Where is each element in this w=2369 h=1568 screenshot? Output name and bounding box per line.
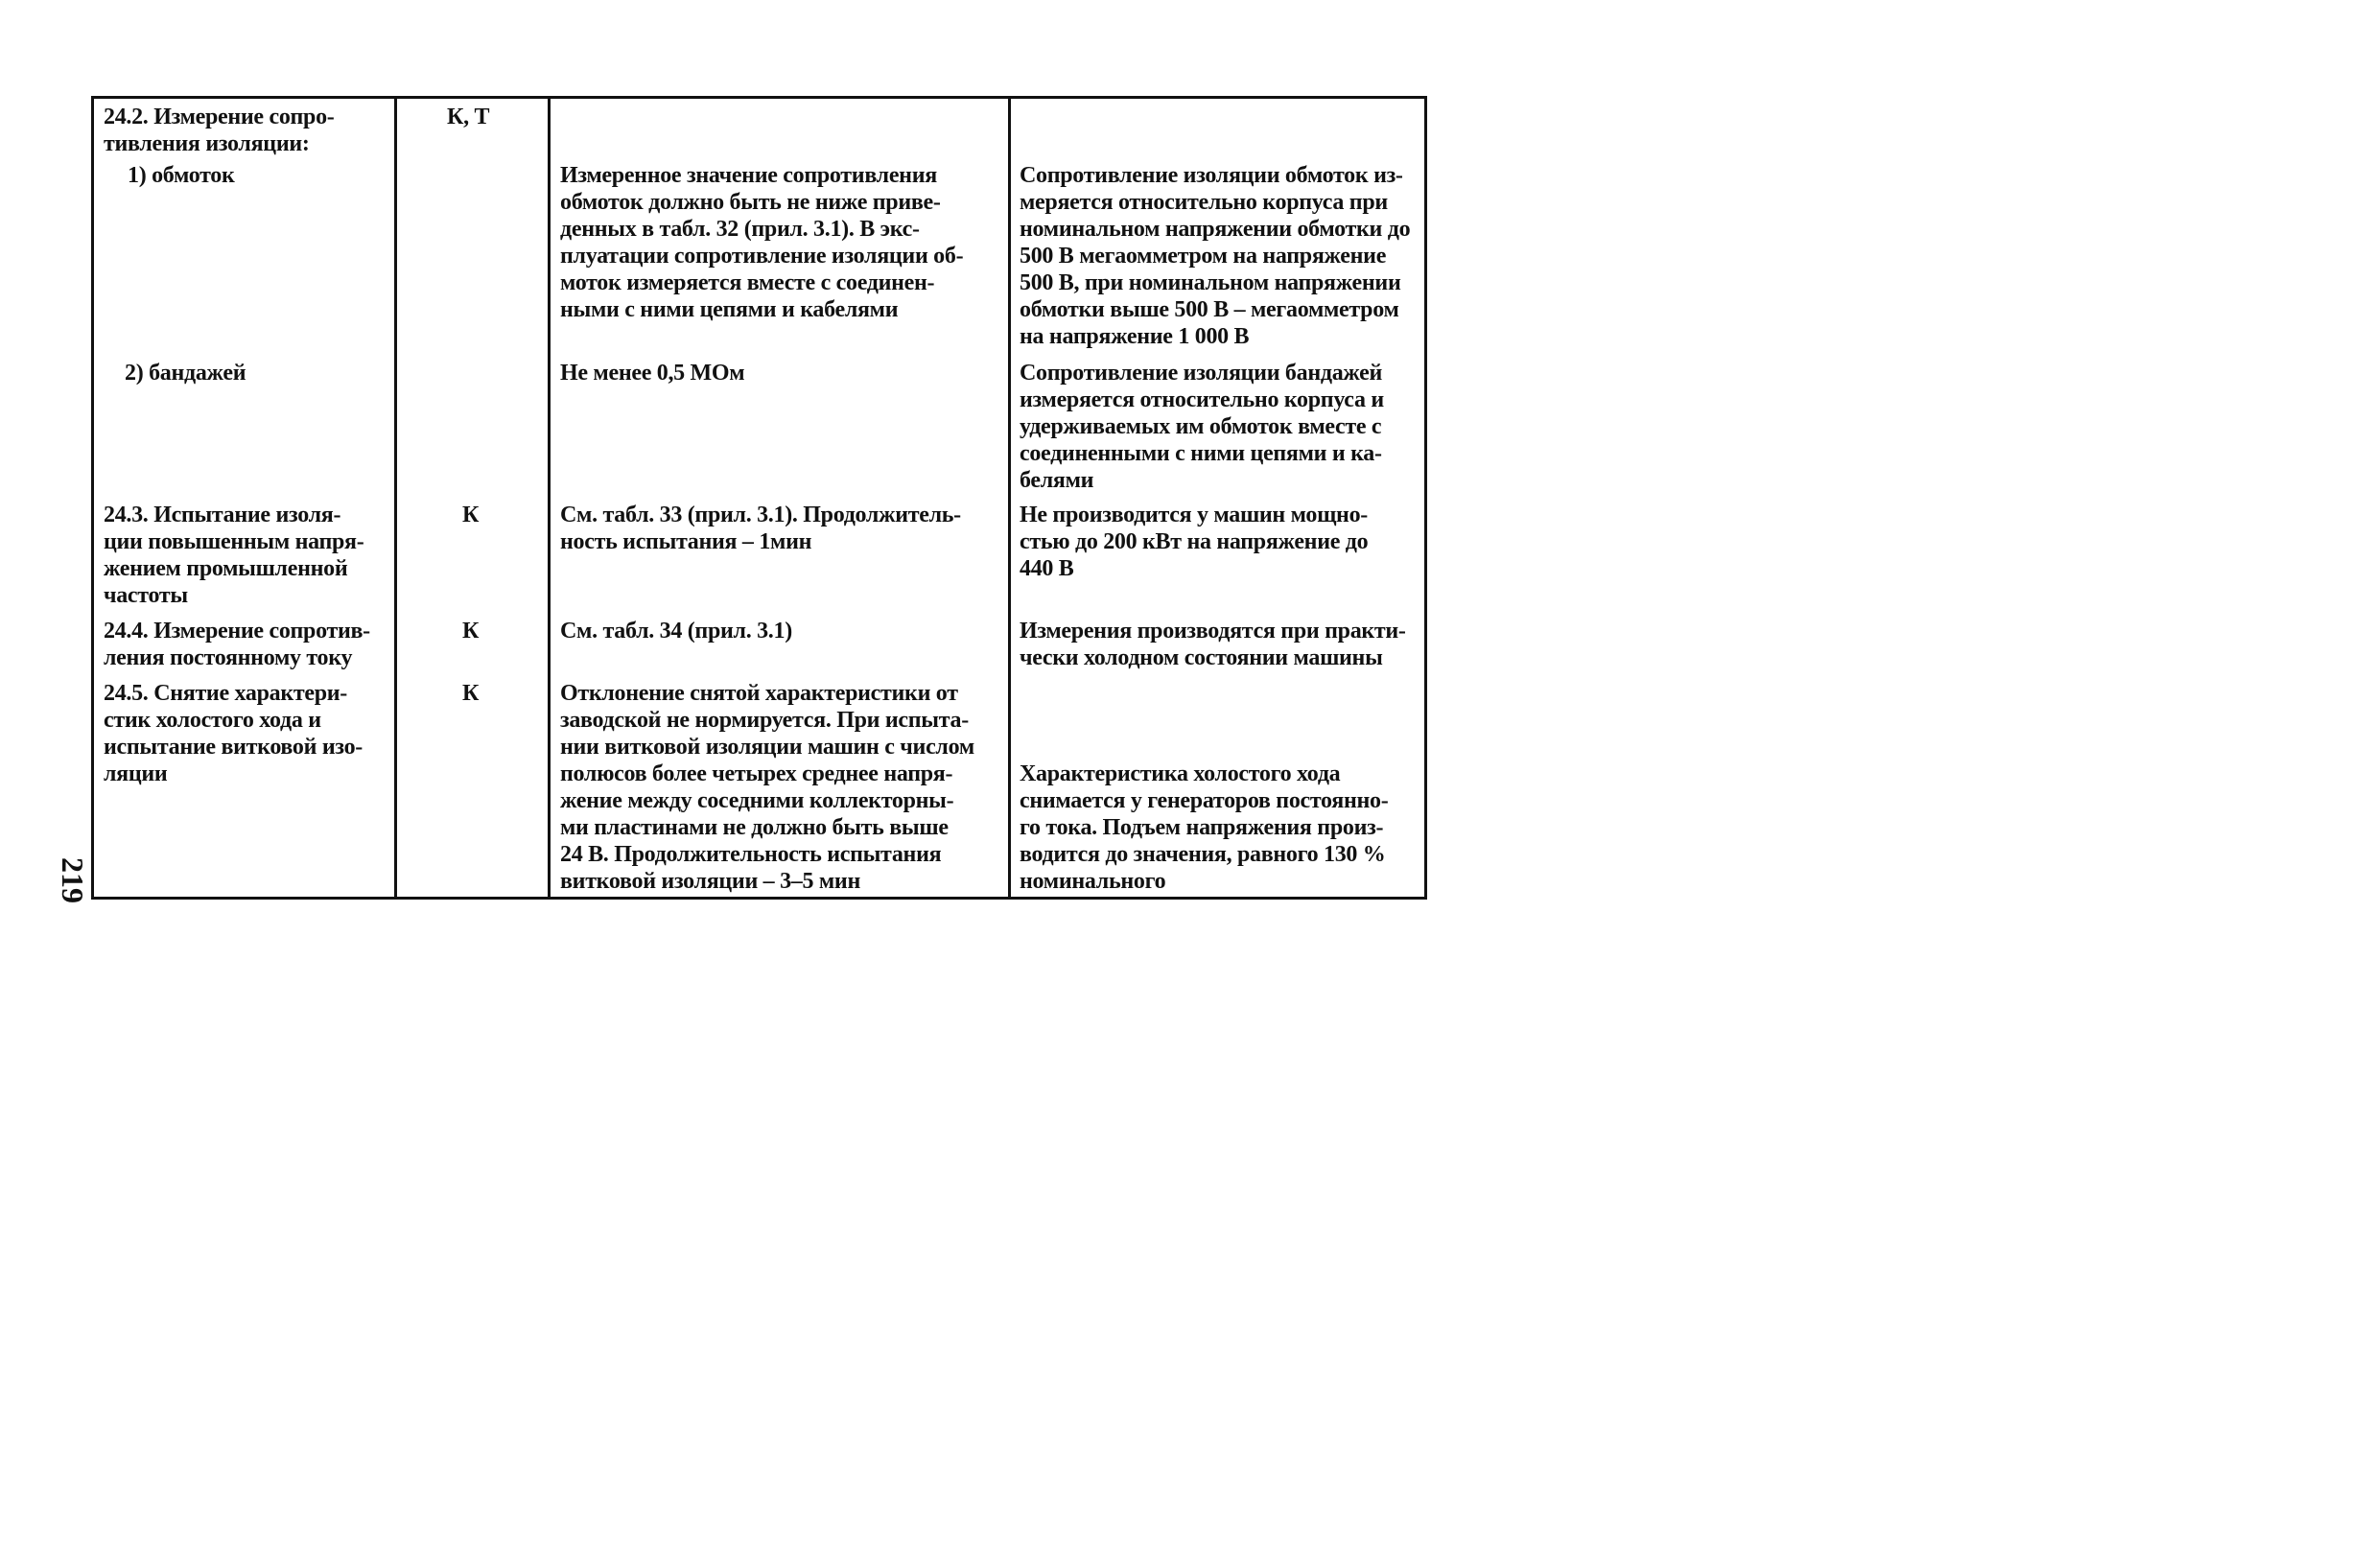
table-cell-category: К bbox=[462, 503, 480, 527]
table-cell-norm: См. табл. 33 (прил. 3.1). Продолжитель- ность испытания – 1мин bbox=[560, 503, 961, 554]
table-cell-category: К bbox=[462, 681, 480, 706]
table-cell-notes: Сопротивление изоляции обмоток из- меряется относительно корпуса при номинальном напряжении обмотки до 500 В мегаомметром на напряжение 500 В, при номинальном напряжении обмотки выше 500 В – мегаомметром на напряжение 1 000 В bbox=[1020, 163, 1411, 349]
table-cell-item: 24.2. Измерение сопро- тивления изоляции: bbox=[104, 105, 335, 156]
table-cell-item: 1) обмоток bbox=[128, 163, 235, 188]
table-cell-norm: Не менее 0,5 МОм bbox=[560, 361, 745, 386]
table-cell-notes: Измерения производятся при практи- чески холодном состоянии машины bbox=[1020, 619, 1406, 670]
column-divider-1 bbox=[394, 99, 397, 897]
table-cell-notes: Не производится у машин мощно- стью до 200 кВт на напряжение до 440 В bbox=[1020, 503, 1369, 581]
book-page bbox=[0, 0, 1489, 1007]
table-cell-norm: См. табл. 34 (прил. 3.1) bbox=[560, 619, 792, 644]
table-cell-notes: Характеристика холостого хода снимается у генераторов постоянно- го тока. Подъем напряжения произ- водится до значения, равного 130 % номинального bbox=[1020, 761, 1389, 894]
table-cell-item: 2) бандажей bbox=[125, 361, 246, 386]
page-number: 219 bbox=[56, 857, 90, 903]
table-cell-item: 24.3. Испытание изоля- ции повышенным напря- жением промышленной частоты bbox=[104, 503, 364, 608]
table-cell-item: 24.4. Измерение сопротив- ления постоянному току bbox=[104, 619, 370, 670]
table-cell-category: К bbox=[462, 619, 480, 644]
table-cell-notes: Сопротивление изоляции бандажей измеряется относительно корпуса и удерживаемых им обмоток вместе с соединенными с ними цепями и ка- белями bbox=[1020, 361, 1384, 493]
table-cell-norm: Измеренное значение сопротивления обмоток должно быть не ниже приве- денных в табл. 32 (прил. 3.1). В экс- плуатации сопротивление изоляции об- моток измеряется вместе с соединен- ными с ними цепями и кабелями bbox=[560, 163, 964, 322]
table-cell-norm: Отклонение снятой характеристики от заводской не нормируется. При испыта- нии витковой изоляции машин с числом полюсов более четырех среднее напря- жение между соседними коллекторны- ми пластинами не должно быть выше 24 В. Продолжительность испытания витковой изоляции – 3–5 мин bbox=[560, 681, 974, 894]
column-divider-3 bbox=[1008, 99, 1011, 897]
column-divider-2 bbox=[548, 99, 551, 897]
table-cell-category: К, Т bbox=[447, 105, 490, 129]
table-cell-item: 24.5. Снятие характери- стик холостого хода и испытание витковой изо- ляции bbox=[104, 681, 363, 786]
